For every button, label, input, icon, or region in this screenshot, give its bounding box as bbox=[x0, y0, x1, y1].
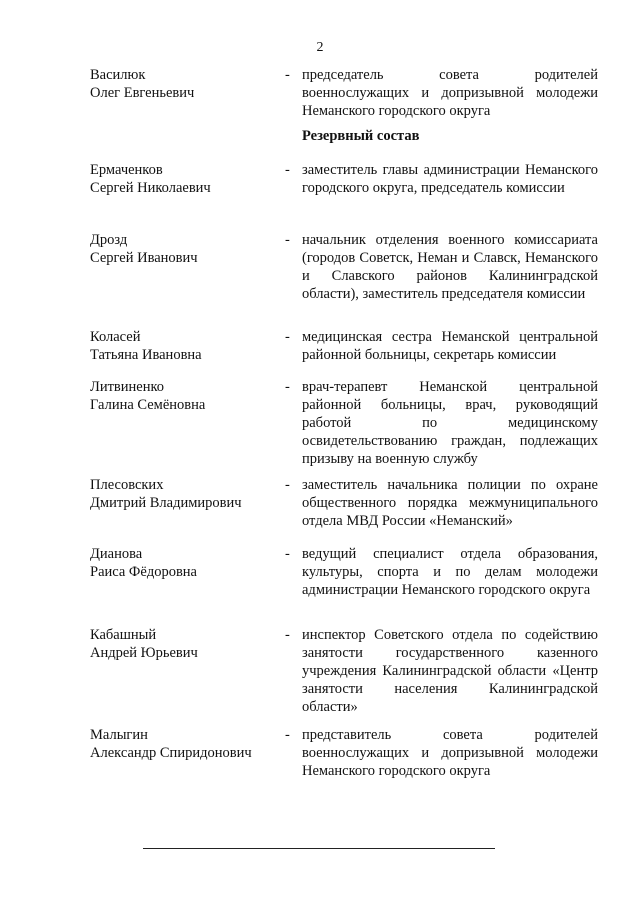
dash: - bbox=[285, 477, 290, 493]
dash: - bbox=[285, 627, 290, 643]
member-name: Малыгин Александр Спиридонович bbox=[90, 727, 252, 761]
dash: - bbox=[285, 329, 290, 345]
member-role: председатель совета родителей военнослужащих и допризывной молодежи Неманского городского округа bbox=[302, 67, 598, 119]
member-role: врач-терапевт Неманской центральной районной больницы, врач, руководящий работой по медицинскому освидетельствованию граждан, подлежащих призыву на военную службу bbox=[302, 379, 598, 467]
member-role: представитель совета родителей военнослужащих и допризывной молодежи Неманского городского округа bbox=[302, 727, 598, 779]
member-role: начальник отделения военного комиссариата (городов Советск, Неман и Славск, Неманского и Славского районов Калининградской области), заместитель председателя комиссии bbox=[302, 232, 598, 302]
dash: - bbox=[285, 232, 290, 248]
member-role: заместитель главы администрации Неманского городского округа, председатель комиссии bbox=[302, 162, 598, 196]
dash: - bbox=[285, 379, 290, 395]
member-role: заместитель начальника полиции по охране общественного порядка межмуниципального отдела МВД России «Неманский» bbox=[302, 477, 598, 529]
member-name: Ермаченков Сергей Николаевич bbox=[90, 162, 211, 196]
member-name: Плесовских Дмитрий Владимирович bbox=[90, 477, 242, 511]
member-name: Кабашный Андрей Юрьевич bbox=[90, 627, 198, 661]
member-name: Коласей Татьяна Ивановна bbox=[90, 329, 202, 363]
dash: - bbox=[285, 67, 290, 83]
dash: - bbox=[285, 546, 290, 562]
section-title: Резервный состав bbox=[302, 128, 420, 144]
member-name: Литвиненко Галина Семёновна bbox=[90, 379, 206, 413]
member-name: Дианова Раиса Фёдоровна bbox=[90, 546, 197, 580]
member-role: инспектор Советского отдела по содействию занятости государственного казенного учреждения Калининградской области «Центр занятости населения Калининградской области» bbox=[302, 627, 598, 715]
closing-divider-line bbox=[143, 848, 495, 849]
member-role: ведущий специалист отдела образования, культуры, спорта и по делам молодежи администрации Неманского городского округа bbox=[302, 546, 598, 598]
dash: - bbox=[285, 727, 290, 743]
member-name: Дрозд Сергей Иванович bbox=[90, 232, 198, 266]
page-number: 2 bbox=[316, 40, 324, 55]
member-role: медицинская сестра Неманской центральной районной больницы, секретарь комиссии bbox=[302, 329, 598, 363]
dash: - bbox=[285, 162, 290, 178]
member-name: Василюк Олег Евгеньевич bbox=[90, 67, 195, 101]
